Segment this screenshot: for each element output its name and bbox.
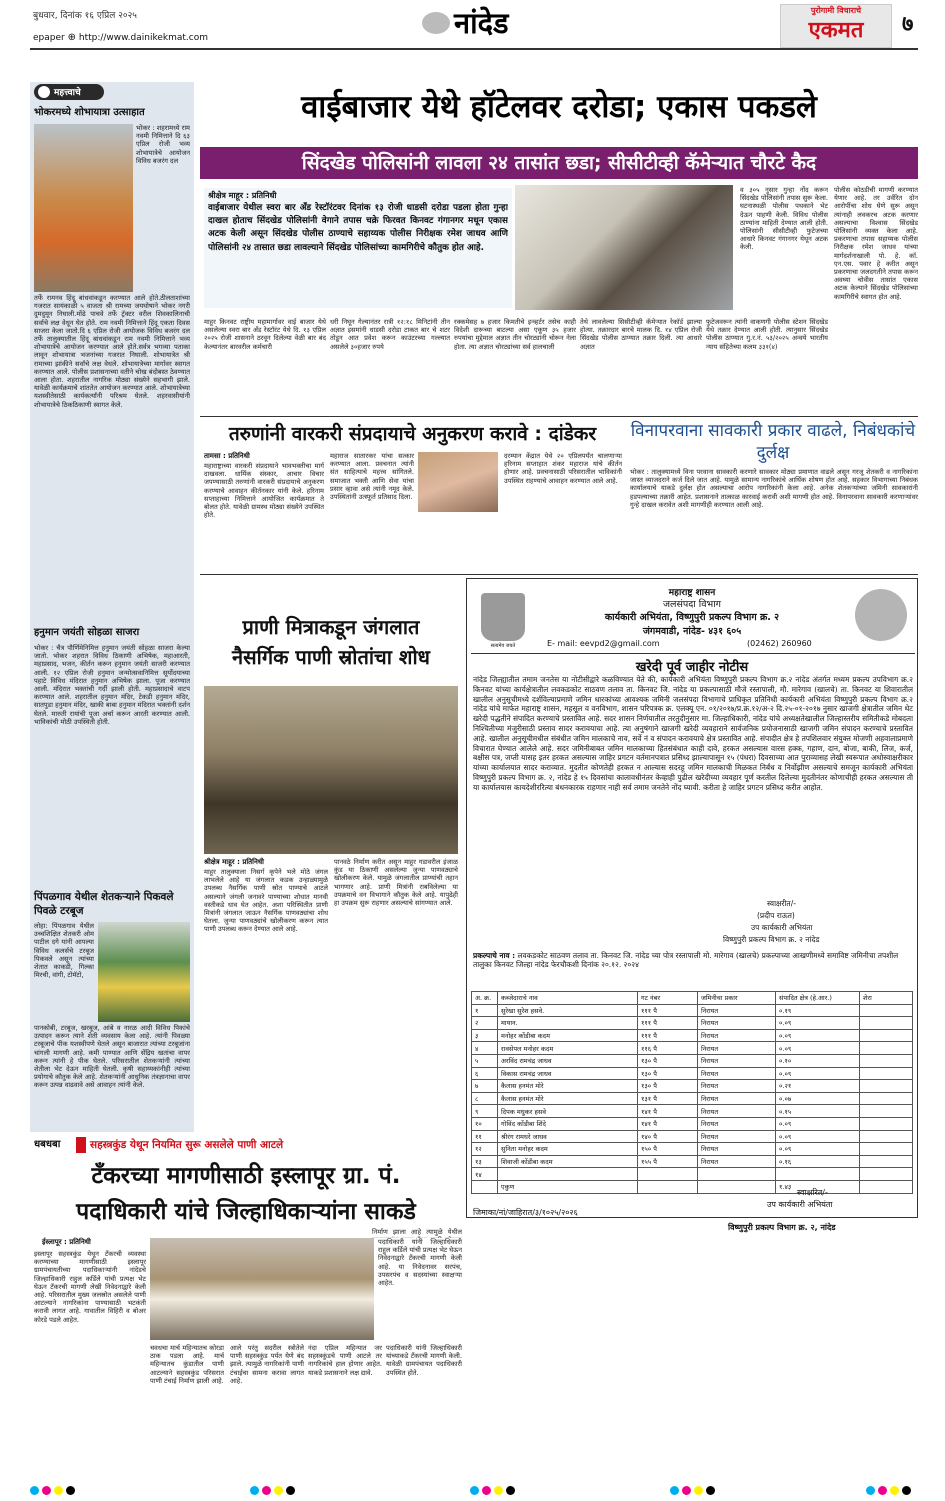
table-cell	[638, 1168, 698, 1181]
story2-title: हनुमान जयंती सोहळा साजरा	[34, 627, 140, 638]
table-row	[472, 1054, 913, 1067]
table-cell	[860, 1168, 913, 1181]
table-row	[472, 1067, 913, 1080]
table-cell: निरायत	[698, 1143, 776, 1156]
table-cell: ०.०९	[776, 1130, 860, 1143]
kicker-marker	[76, 1137, 86, 1153]
table-row	[472, 1017, 913, 1030]
emblem-icon	[481, 593, 525, 641]
table-cell: दिपक मधुकर हसवे	[498, 1105, 638, 1118]
lead-intro: वाईबाजार येथील स्वरा बार अँड रेस्टॉरंटवर दिनांक १३ रोजी धाडसी दरोडा पडला होता गुन्हा दाखल होताच सिंदखेड पोलिसांनी वेगाने तपास चक्रे फिरवत किनवट गंगानगर मधून एकास अटक केली असून सिंदखेड पोलीस ठाण्याचे सहाय्यक पोलीस निरीक्षक रमेश जाधव आणि पोलिसांनी २४ तासात छडा लावल्याने सिंदखेड पोलिसांच्या कामगिरीचे कौतुक होत आहे.	[208, 203, 508, 253]
table-cell: एकुण	[498, 1180, 638, 1193]
table-cell: ०.०९	[776, 1042, 860, 1055]
table-cell	[860, 1105, 913, 1118]
lead-bottom-rule	[200, 416, 918, 417]
table-cell: कैलास हनमंत मोरे	[498, 1092, 638, 1105]
table-cell: निरायत	[698, 1054, 776, 1067]
table-cell: ०.०७	[776, 1092, 860, 1105]
sign1-label: स्वाक्षरीत/-	[767, 899, 796, 908]
table-cell	[860, 1080, 913, 1093]
farmer-photo	[98, 922, 190, 1022]
registration-dots-right	[866, 1480, 914, 1499]
page-number: ७	[902, 12, 914, 37]
table-cell: ११६ पै	[638, 1042, 698, 1055]
varkari-col-3: दरम्यान केंद्रात येथे २० एप्रिलपर्यंत चालणाऱ्या हरिनाम सप्ताहात शंकर महाराज यांचे कीर्तन होणार आहे. प्रवचनासाठी परिसरातील भाविकांनी उपस्थित राहण्याचे आवाहन करण्यात आले आहे.	[504, 452, 622, 485]
table-cell: श्रीरंग रामधरे जाधव	[498, 1130, 638, 1143]
notice-phone: (02462) 260960	[747, 639, 812, 648]
table-row	[472, 1029, 913, 1042]
table-cell	[498, 1168, 638, 1181]
table-cell: ३	[472, 1029, 498, 1042]
table-cell: ७	[472, 1080, 498, 1093]
table-cell: ०.०९	[776, 1017, 860, 1030]
table-cell: ९	[472, 1105, 498, 1118]
registration-bar	[30, 1480, 918, 1492]
pani-byline: श्रीक्षेत्र माहूर : प्रतिनिधी	[204, 858, 264, 866]
table-cell: ६	[472, 1067, 498, 1080]
table-cell	[698, 1180, 776, 1193]
notice-email[interactable]: E- mail: eevpd2@gmail.com	[547, 639, 660, 648]
notice-title: खरेदी पूर्व जाहीर नोटीस	[635, 660, 749, 675]
issue-date: बुधवार, दिनांक १६ एप्रिल २०२५	[33, 11, 137, 21]
savkari-headline: विनापरवाना सावकारी प्रकार वाढले, निबंधकांचे दुर्लक्ष	[630, 421, 916, 463]
site-url[interactable]: http://www.dainikekmat.com	[78, 33, 209, 43]
bullet-icon	[38, 86, 50, 98]
table-cell: १३० पै	[638, 1054, 698, 1067]
table-cell: ०.१९	[776, 1004, 860, 1017]
story1-side-text: भोकर : शहरामध्ये राम नवमी निमित्ताने दि ६३ एप्रिल रोजी भव्य शोभायात्रेचे आयोजन विविध बजरंग दल	[136, 124, 190, 165]
lead-byline: श्रीक्षेत्र माहूर : प्रतिनिधी	[208, 191, 277, 200]
table-row	[472, 1080, 913, 1093]
table-cell: ४	[472, 1042, 498, 1055]
table-cell: १३	[472, 1155, 498, 1168]
table-cell: निरायत	[698, 1117, 776, 1130]
story1-title: भोकरमध्ये शोभायात्रा उत्साहात	[34, 107, 145, 118]
pani-headline-line2: नैसर्गिक पाणी स्रोतांचा शोध	[232, 645, 430, 669]
table-cell: निरायत	[698, 1004, 776, 1017]
notice-gov: महाराष्ट्र शासन	[668, 588, 716, 598]
table-cell: विकास रामचंद्र जाधव	[498, 1067, 638, 1080]
table-cell: निरायत	[698, 1067, 776, 1080]
table-cell: ०.१०	[776, 1054, 860, 1067]
table-cell: निरायत	[698, 1042, 776, 1055]
notice-rule	[471, 653, 915, 654]
table-cell: १.४३	[776, 1180, 860, 1193]
sign2-label: स्वाक्षरित/-	[797, 1188, 828, 1197]
lead-far-right-column: पोलीस कोठडीची मागणी करण्यात येणार आहे. तर उर्वरित दोन आरोपींचा शोध घेणे सुरू असून त्यांनाही लवकरच अटक करणार असल्याचा विश्वास सिंदखेड पोलिसांनी व्यक्त केला आहे. प्रकरणाचा तपास सहाय्यक पोलीस निरीक्षक रमेश जाधव यांच्या मार्गदर्शनाखाली पो. हे. कॉ. एन.एस. पवार हे करीत असून प्रकरणाचा जलदगतीने तपास करून अवघ्या चोवीस तासांत एकास अटक केल्याने सिंदखेड पोलिसांच्या कामगिरीचे स्वागत होत आहे.	[834, 186, 918, 301]
table-row	[472, 1180, 913, 1193]
land-table-header	[472, 992, 913, 1005]
col-header-remarks: शेरा	[860, 992, 913, 1005]
mid-rule	[200, 574, 918, 575]
col-header-gat: गट नंबर	[638, 992, 698, 1005]
tanker-headline	[30, 1158, 462, 1232]
table-cell: ०.०९	[776, 1117, 860, 1130]
table-cell	[776, 1168, 860, 1181]
lead-col-4: तेथे लावलेल्या सिसीटीव्ही कॅमेऱ्यात रेकॉर्ड झाल्या होत्या. तक्रारदार बारचे मालक दि. १४ एप्रिल रोजी सिंदखेड पोलीस ठाण्यात तक्रार दिली. त्या आधारे अज्ञात	[580, 318, 702, 351]
section-label: महत्त्वाचे	[54, 88, 81, 98]
kicker-text: सहस्त्रकुंड येथून नियमित सुरू असलेले पाणी आटले	[90, 1139, 284, 1151]
table-cell: १४० पै	[638, 1130, 698, 1143]
table-cell: ०.१५	[776, 1105, 860, 1118]
table-cell: अरविंद रामचंद्र जाधव	[498, 1054, 638, 1067]
tanker-bottom-col-1: चवधचा मार्च महिन्यातच कोरडा ठाक पडला आहे. मार्च महिन्यातच कुंडातील पाणी आटल्याने सहस्त्रकुंड परिसरात पाणी टंचाई निर्माण झाली आहे.	[150, 1344, 224, 1385]
story2-body: भोकर : चैत्र पौर्णिमेनिमित्त हनुमान जयंती सोहळा साजरा केल्या जातो. भोकर शहरात विविध ठिकाणी अभिषेक, महाआरती, महाप्रसाद, भजन, कीर्तन करून हनुमान जयंती साजरी करण्यात आली. १२ एप्रिल रोजी हनुमान जन्मोत्सवानिमित्त सूर्योदयाच्या पहाटे विविध मंदिरात हनुमान अभिषेक झाला. पूजा करण्यात आली. मंदिरात भक्तांची गर्दी झाली होती. महाप्रसादाचे वाटप करण्यात आले. शहरातील हनुमान मंदिर, टेकडी हनुमान मंदिर, सातपुडा हनुमान मंदिर, खाकी बाबा हनुमान मंदिरात भक्तांनी दर्शन घेतले. मारुती रायांची पूजा अर्चा करून आरती करण्यात आली. भाविकांची मोठी उपस्थिती होती.	[34, 644, 190, 726]
table-cell	[860, 1017, 913, 1030]
table-row	[472, 1004, 913, 1017]
registration-dots-mid-left	[250, 1480, 298, 1499]
table-cell: ८	[472, 1092, 498, 1105]
table-cell	[860, 1155, 913, 1168]
table-cell: निरायत	[698, 1017, 776, 1030]
table-cell: मायान.	[498, 1017, 638, 1030]
notice-office: कार्यकारी अभियंता, विष्णुपुरी प्रकल्प विभाग क्र. २	[604, 612, 780, 623]
table-cell	[638, 1180, 698, 1193]
table-cell: गोविंद कोंडीबा शिंदे	[498, 1117, 638, 1130]
table-cell	[860, 1029, 913, 1042]
table-cell: कैलास हनमंत मोरे	[498, 1080, 638, 1093]
registration-dots-left	[30, 1480, 78, 1499]
table-cell: निरायत	[698, 1130, 776, 1143]
masthead	[0, 0, 945, 82]
emblem-caption: सत्यमेव जयते	[490, 643, 516, 649]
story3-body: पानकोबी, टरबूज, खरबूज, आंबे व नारळ आदी विविध पिकांचे उत्पादन करून त्याने शेती व्यवसाय केला आहे. त्यांनी पिवळ्या टरबूजाचे पीक यशस्वीपणे घेतले असून बाजारात त्यांच्या टरबूजांना चांगली मागणी आहे. कमी पाण्यात आणि सेंद्रिय खतांचा वापर करून त्यांनी हे पीक घेतले. परिसरातील शेतकऱ्यांनी त्यांच्या शेतीला भेट देऊन माहिती घेतली. कृषी सहाय्यकांनीही त्यांच्या प्रयोगाचे कौतुक केले आहे. शेतकऱ्यांनी आधुनिक तंत्रज्ञानाचा वापर करून उत्पन्न वाढवावे असे आवाहन त्यांनी केले.	[34, 1024, 190, 1090]
col-header-owner: कब्जेदाराचे नाव	[498, 992, 638, 1005]
table-row	[472, 1092, 913, 1105]
varkari-col-1: महाराष्ट्राच्या वारकरी संप्रदायाने भावभक्तीचा मार्ग दाखवला. धार्मिक संस्कार, आचार विचार जपण्यासाठी तरुणांनी वारकरी संप्रदायाचे अनुकरण करण्याचे आवाहन कीर्तनकार यांनी केले. हरिनाम सप्ताहाच्या निमित्ताने आयोजित कार्यक्रमात ते बोलत होते. यावेळी ग्रामस्थ मोठ्या संख्येने उपस्थित होते.	[204, 462, 324, 520]
table-cell: निरायत	[698, 1029, 776, 1042]
land-table-body	[472, 1004, 913, 1193]
sign2-title: उप कार्यकारी अभियंता	[767, 1200, 833, 1209]
table-row	[472, 1143, 913, 1156]
table-cell: १४	[472, 1168, 498, 1181]
sign1-office: विष्णुपुरी प्रकल्प विभाग क्र. २ नांदेड	[723, 935, 820, 944]
table-row	[472, 1117, 913, 1130]
table-cell	[860, 1143, 913, 1156]
tanker-kicker-row	[30, 1136, 462, 1154]
col-header-area: संपादित क्षेत्र (हे.आर.)	[776, 992, 860, 1005]
col-header-land-type: जमिनीचा प्रकार	[698, 992, 776, 1005]
table-cell	[860, 1092, 913, 1105]
notice-address: जंगमवाडी, नांदेड- ४३१ ६०५	[642, 626, 742, 637]
table-cell: ५	[472, 1054, 498, 1067]
tender-notice	[466, 578, 918, 1218]
notice-dept: जलसंपदा विभाग	[662, 599, 722, 610]
table-cell: १११ पै	[638, 1004, 698, 1017]
savkari-body: भोकर : तालुक्यामध्ये विना परवाना सावकारी करणारे सावकार मोठ्या प्रमाणात वाढले असून गरजू शेतकरी व नागरिकांना जास्त व्याजदराने कर्ज दिले जात आहे. यामुळे सामान्य नागरिकांचे आर्थिक शोषण होत आहे. सहकार विभागाच्या निबंधक कार्यालयाचे याकडे दुर्लक्ष होत असल्याचा आरोप नागरिकांनी केला आहे. अनेक शेतकऱ्यांच्या जमिनी सावकारांनी हडपल्याच्या तक्रारी आहेत. प्रशासनाने तात्काळ कारवाई करावी अशी मागणी होत आहे. विनापरवाना सावकारी करणाऱ्यांवर गुन्हे दाखल करावेत अशी मागणीही करण्यात आली आहे.	[630, 468, 918, 509]
brand-logo	[780, 4, 892, 48]
lead-col-3: रक्कमेसह ७ हजार किमतीचे इन्व्हर्टर तसेच काही विदेशी दारूच्या बाटल्या असा एकूण ३५ हजार रुपयांचा मुद्देमाल अज्ञात तीन चोरट्यांनी चोरून नेला होता. त्या अज्ञात चोरट्यांच्या सर्व हालचाली	[454, 318, 576, 351]
table-cell	[860, 1067, 913, 1080]
lead-col-5: फुटेजवरून त्यांनी वाकणगी पोलीस स्टेशन सिंदखेड येथे तक्रार देण्यात आली होती. त्यानुसार सिंदखेड पोलीस ठाण्यात गु.र.नं. ५३/२०२५ अन्वये भारतीय न्याय संहितेच्या कलम ३३१(४)	[706, 318, 828, 351]
table-cell: १५५ पै	[638, 1155, 698, 1168]
land-table	[471, 991, 913, 1194]
table-cell: मनोहर कोंडीबा कदम	[498, 1029, 638, 1042]
table-cell	[860, 1054, 913, 1067]
tanker-headline-line2: पदाधिकारी यांचे जिल्हाधिकाऱ्यांना साकडे	[76, 1199, 416, 1225]
table-cell: १३० पै	[638, 1080, 698, 1093]
tanker-bottom-col-3: नंदा एप्रिल महिन्यात जर सहस्त्रकुंडचे पाणी आटले तर नागरिकांचे हाल होणार आहेत. याकडे प्रशासनाने लक्ष द्यावे.	[308, 1344, 382, 1377]
table-cell: १०	[472, 1117, 498, 1130]
table-cell	[860, 1042, 913, 1055]
globe-icon: ⊕	[67, 32, 76, 43]
varkari-col-2: महाराज सातारकर यांचा सत्कार करण्यात आला. प्रवचनात त्यांनी संत साहित्याचे महत्त्व सांगितले. समाजात भक्ती आणि सेवा यांचा प्रसार व्हावा असे त्यांनी नमूद केले. उपस्थितांनी उत्स्फूर्त प्रतिसाद दिला.	[330, 452, 414, 502]
table-cell	[472, 1180, 498, 1193]
pani-headline	[200, 612, 462, 686]
story3-title: पिंपळगाव येथील शेतकऱ्याने पिकवले पिवळे टरबूज	[34, 891, 174, 917]
story3-side-text: लोहा: पिंपळगाव येथील उच्चशिक्षित शेतकरी ओम पाटील दगे यांनी आपल्या विविध कलर्सचे टरबूज पिकवले असून त्यांच्या शेतात काकडी, गिल्का मिरची, वांगी, टोमॅटो,	[34, 922, 94, 980]
edition-ornament-icon	[422, 12, 450, 34]
table-row	[472, 1168, 913, 1181]
table-row	[472, 1130, 913, 1143]
table-cell: १३० पै	[638, 1067, 698, 1080]
table-row	[472, 1105, 913, 1118]
speaker-photo	[418, 452, 498, 512]
tanker-headline-line1: टँकरच्या मागणीसाठी इस्लापूर ग्रा. पं.	[91, 1163, 401, 1189]
table-row	[472, 1155, 913, 1168]
tanker-bottom-col-4: पदाधिकारी यांनी जिल्हाधिकारी यांच्याकडे टँकरची मागणी केली. यावेळी ग्रामपंचायत पदाधिकारी उपस्थित होते.	[386, 1344, 462, 1377]
table-cell: ०.२१	[776, 1080, 860, 1093]
table-cell: १४१ पै	[638, 1105, 698, 1118]
epaper-label: epaper	[33, 33, 65, 43]
lead-headline: वाईबाजार येथे हॉटेलवर दरोडा; एकास पकडले	[301, 89, 817, 125]
table-cell: १५० पै	[638, 1143, 698, 1156]
table-cell	[860, 1180, 913, 1193]
forest-water-photo	[204, 686, 458, 854]
lead-col-2: धरी निघून गेल्यानंतर रात्री १२:१८ मिनिटांनी तीन अज्ञात इसमांनी धाडसी दरोडा टाकत बार चे शटर तोडून आत प्रवेश करून काउंटरच्या गल्ल्यात असलेले ३०हजार रुपये	[330, 318, 450, 351]
table-cell: ०.०९	[776, 1029, 860, 1042]
table-cell: १४१ पै	[638, 1117, 698, 1130]
cctv-photo	[515, 185, 733, 310]
header-rule	[30, 48, 918, 50]
table-cell: सुनिता मनोहर कदम	[498, 1143, 638, 1156]
pani-headline-line1: प्राणी मित्राकडून जंगलात	[242, 615, 420, 639]
lead-subheadline: सिंदखेड पोलिसांनी लावला २४ तासांत छडा; सीसीटीव्ही कॅमेऱ्यात चौरटे कैद	[200, 147, 918, 179]
table-cell	[860, 1117, 913, 1130]
table-cell: ०.१६	[776, 1155, 860, 1168]
table-cell	[698, 1168, 776, 1181]
table-cell: १११ पै	[638, 1017, 698, 1030]
registration-dots-mid-right	[670, 1480, 718, 1499]
project-text: लवकडकोट साठवण तलाव ता. किनवट जि. नांदेड च्या पोत्र रस्तापाली मो. मारेगाव (खालचे) प्रकल्पाच्या आखणीमध्ये समाविष्ट जमिनीचा तपशील तालुका किनवट जिल्हा नांदेड फेरचौकशी दिनांक २०.१२. २०२४	[473, 951, 899, 970]
table-cell: ०.०९	[776, 1143, 860, 1156]
table-cell: ०.०९	[776, 1067, 860, 1080]
collector-meeting-photo	[150, 1238, 374, 1340]
tanker-right-col: निर्माण झाला आहे त्यामुळे येथील	[372, 1228, 462, 1236]
lead-col-1: माहूर किनवट राष्ट्रीय महामार्गावर वाई बाजार येथे असलेल्या स्वरा बार अँड रेस्टॉरंट येथे दि. १३ एप्रिल २०२५ रोजी शासनाने ठरवून दिलेल्या वेळी बार बंद केल्यानंतर बारवरील कर्मचारी	[204, 318, 326, 351]
sign1-name: (प्रदीप राऊत)	[757, 911, 795, 920]
brand-tagline: पुरोगामी विचाराचे	[810, 6, 862, 15]
table-row	[472, 1042, 913, 1055]
project-label: प्रकल्पाचे नाव :	[473, 951, 516, 960]
edition-banner	[420, 4, 540, 44]
registration-dots-center	[470, 1480, 518, 1499]
epaper-line	[33, 32, 208, 43]
ref-number: जिमाका/नां/जाहिरात/३/१०२५/२०२६	[473, 1208, 578, 1217]
table-cell: निरायत	[698, 1105, 776, 1118]
table-cell	[860, 1004, 913, 1017]
edition-title: नांदेड	[454, 6, 509, 40]
table-cell: रावसेपल मनोहर कदम	[498, 1042, 638, 1055]
sign1-title: उप कार्यकारी अभियंता	[751, 923, 813, 932]
table-cell: १३१ पै	[638, 1092, 698, 1105]
table-cell: सुरेखा सुरेश हसवे.	[498, 1004, 638, 1017]
tanker-col-2: पदाधिकारी यांनी जिल्हाधिकारी राहुल कर्डिले यांची प्रत्यक्ष भेट घेऊन निवेदनाद्वारे टँकरची मागणी केली आहे. या निवेदनावर सरपंच, उपसरपंच व सदस्यांच्या स्वाक्षऱ्या आहेत.	[378, 1238, 462, 1288]
project-line	[473, 951, 913, 989]
table-cell: ११	[472, 1130, 498, 1143]
notice-body: नांदेड जिल्ह्यातील तमाम जनतेस या नोटीसीद्वारे कळविण्यात येते की, कार्यकारी अभियंता विष्णुपुरी प्रकल्प विभाग क्र.२ नांदेड अंतर्गत मध्यम प्रकल्प उपविभाग क्र.२ किनवट यांच्या कार्यक्षेत्रातील लवकडकोट साठवण तलाव ता. किनवट जि. नांदेड या प्रकल्पासाठी मौजे रस्तापाली, मौ. मारेगाव (खालचे) ता. किनवट या शिवारातील खालील अनुसूचीमध्ये दर्शविल्याप्रमाणे जमिन धारकांच्या आवश्यक जमिनी जलसंपदा विभागाचे प्राधिकृत प्रतिनिधी कार्यकारी अभियंता विष्णुपुरी प्रकल्प विभाग क्र.२ नांदेड यांचे मार्फत महाराष्ट्र शासन, महसूल व वनविभाग, शासन परिपत्रक क्र. एलक्यू एन. ०१/२०१७/प्र.क्र.१२/अ-२ दि.२५-०१-२०१७ नुसार खाजगी क्षेत्रातील जमिन थेट खरेदी पद्धतीने संपादित करण्याचे प्रस्तावित आहे. सदर शासन निर्णयातील तरतुदीनुसार मा. जिल्हाधिकारी, नांदेड यांचे अध्यक्षतेखालील जिल्हास्तरीय समितीकडे मोबदला निश्चितीच्या मंजुरीसाठी प्रस्ताव सादर करावयाचा आहे. त्या अनुषंगाने खाजगी खरेदी व्यवहाराने सार्वजनिक प्रयोजनासाठी खाजगी जमिन संपादन करण्याचे प्रस्तावित आहे. खालील अनुसूचीमधील संबंधीत जमिन मालकाचे नाव, सर्वे नं व संपादन करावयाचे क्षेत्र प्रस्तावित आहे. संपादीत क्षेत्र हे तपशिलवार संयुक्त मोजणी अहवालाप्रमाणे विचारात घेण्यात आलेले आहे. सदर जमिनीबाबत जमिन मालकाच्या हितसंबंधात काही दावे, हरकत असल्यास वारस हक्क, गहाण, दान, बोजा, बाकी, लिज, कर्ज, बक्षीस पत्र, जप्ती यासह इतर हरकत असल्यास जाहिर प्रगटन वर्तमानपत्रात प्रसिध्द झाल्यापासून १५ (पंधरा) दिवसाच्या आत पुराव्यासह लेखी स्वरूपात अधोस्वाक्षरीकार यांच्या कार्यालयात सादर कराव्यात. मुदतीत कोणतेही हरकत न आल्यास सदरहू जमिन मालकाची मिळकत निर्बंध व निर्वोझीण असल्याचे समजून कार्यकारी अभियंता विष्णुपुरी प्रकल्प विभाग क्र. २, नांदेड हे १५ दिवसांचा कालावधीनंतर केव्हाही पुढील खरेदीच्या व्यवहार पूर्ण करतील दिलेल्या मुदतीनंतर कोणाचीही हरकत असल्यास ती या कार्यालयास कायदेशीररित्या बंधनकारक राहणार नाही सर्व तमाम जनतेने नोंद घ्यावी. करीता हे जाहिर प्रगटन प्रसिध्द करीत आहोत.	[473, 675, 913, 792]
table-cell: १११ पै	[638, 1029, 698, 1042]
tanker-col-1: इस्लापूर सहस्त्रकुंड येथून टँकरची व्यवस्था करण्याच्या मागणीसाठी इस्लापूर ग्रामपंचायतीच्या पदाधिकाऱ्यांनी नांदेडचे जिल्हाधिकारी राहुल कर्डिले यांची प्रत्यक्ष भेट घेऊन टँकरची मागणी लेखी निवेदनाद्वारे केली आहे. परिसरातील मुख्य जलस्रोत असलेले पाणी आटल्याने नागरिकांना पाण्यासाठी भटकंती करावी लागत आहे. गावातील विहिरी व बोअर कोरडे पडले आहेत.	[34, 1250, 146, 1324]
table-cell: १	[472, 1004, 498, 1017]
tanker-bottom-col-2: आले परंतु सदरील स्त्रोतेले पाणी सहस्त्रकुंड पर्यत येणे बंद झाले. त्यामुळे नागरिकांनी पाणी टंचाईचा सामना करावा लागत आहे.	[230, 1344, 304, 1385]
brand-name: एकमत	[808, 18, 864, 43]
varkari-headline: तरुणांनी वारकरी संप्रदायाचे अनुकरण करावे : दांडेकर	[228, 423, 597, 445]
lead-right-column: व ३०५ नुसार गुन्हा नोंद करून सिंदखेड पोलिसांनी तपास सुरू केला. घटनास्थळी पोलीस पथकाने भेट देऊन पाहणी केली. विविध पोलीस ठाण्यांना माहिती देण्यात आली होती. पोलिसांनी सीसीटीव्ही फुटेजच्या आधारे किनवट गंगानगर येथून अटक केली.	[740, 186, 828, 252]
dept-seal-icon	[855, 589, 907, 641]
sign2-office: विष्णुपुरी प्रकल्प विभाग क्र. २, नांदेड	[728, 1223, 836, 1232]
tanker-byline: ईस्लापूर : प्रतिनिधी	[42, 1238, 91, 1246]
sidebar	[30, 82, 194, 1132]
table-cell: निरायत	[698, 1155, 776, 1168]
procession-photo	[34, 124, 133, 292]
table-cell: शिवाजी कोंडीबा कदम	[498, 1155, 638, 1168]
col-header-sr: अ. क्र.	[472, 992, 498, 1005]
lead-intro-box	[204, 188, 512, 308]
pani-col-2: पानवठे निर्माण करीत असून माहूर गडावरील इंजाळ कुंड या ठिकाणी असलेल्या जुन्या पाणवठ्याचे खोलीकरण केले. यामुळे जंगलातील प्राण्यांची तहान भागणार आहे. प्राणी मित्रांनी राबविलेल्या या उपक्रमाचे वन विभागाने कौतुक केले आहे. यापुढेही हा उपक्रम सुरू राहणार असल्याचे सांगण्यात आले.	[334, 858, 458, 908]
varkari-byline: तामसा : प्रतिनिधी	[204, 452, 250, 460]
section-label-pill	[34, 84, 104, 100]
kicker-label: धबधबा	[30, 1136, 64, 1154]
table-cell: २	[472, 1017, 498, 1030]
table-cell	[860, 1130, 913, 1143]
story1-body: तर्फे रामनव हिंदू बांधवांकडून करण्यात आले होते.ठीलताशांच्या गजरात सायंकाळी ५ वाजता श्री रामच्या जयघोषाने भोकर नगरी दुमदुमून निघाली.मोंढे पाचवे तर्फे ट्रॅक्टर वरील शिवकालिनाची सर्वाचे लक्ष वेधून घेत होते. राम नवमी निमित्ताने हिंदू एकता दिवस साजरा केला जातो.दि ६ एप्रिल रोजी आयोजक विविध बजरंग दल तर्फे तालुक्यातील हिंदू बांधवांकडून राम नवमी निमित्ताने भव्य शोभायात्रेचे आयोजन करण्यात आले होते.सर्वत्र भगव्या पताका लावून शोभायात्रा भजनांच्या गजरात निघाली. शोभायात्रेत श्री रामाच्या झांकीने सर्वांचे लक्ष वेधले. शोभायात्रेच्या मार्गावर स्वागत करण्यात आले. पोलीस प्रशासनाच्या वतीने चोख बंदोबस्त ठेवण्यात आला होता. शहरातील नागरिक मोठ्या संख्येने सहभागी झाले. यावेळी कार्यक्रमाचे शांततेत आयोजन करण्यात आले. शोभायात्रेच्या यशस्वीतेसाठी कार्यकर्त्यांनी परिश्रम घेतले. शहरवासीयांनी शोभायात्रेचे ठिकठिकाणी स्वागत केले.	[34, 294, 190, 409]
table-cell: १२	[472, 1143, 498, 1156]
table-cell: निरायत	[698, 1092, 776, 1105]
pani-col-1: माहूर तालुक्याला निसर्ग कृपेने भले मोठे जंगल लाभलेले आहे या जंगलात कडक उन्हाळ्यामुळे उपलब्ध नैसर्गिक पाणी स्रोत पाण्याचे आटले असल्याने जंगली जनावरे पाण्याच्या शोधात मानवी वस्तीकडे धाव घेत आहेत. अशा परिस्थितीत प्राणी मित्रांनी जंगलात जाऊन नैसर्गिक पाणवठ्यांचा शोध घेतला. जुन्या पाणवठ्यांचे खोलीकरण करून त्यात पाणी उपलब्ध करून देण्यात आले आहे.	[204, 868, 328, 934]
table-cell: निरायत	[698, 1080, 776, 1093]
